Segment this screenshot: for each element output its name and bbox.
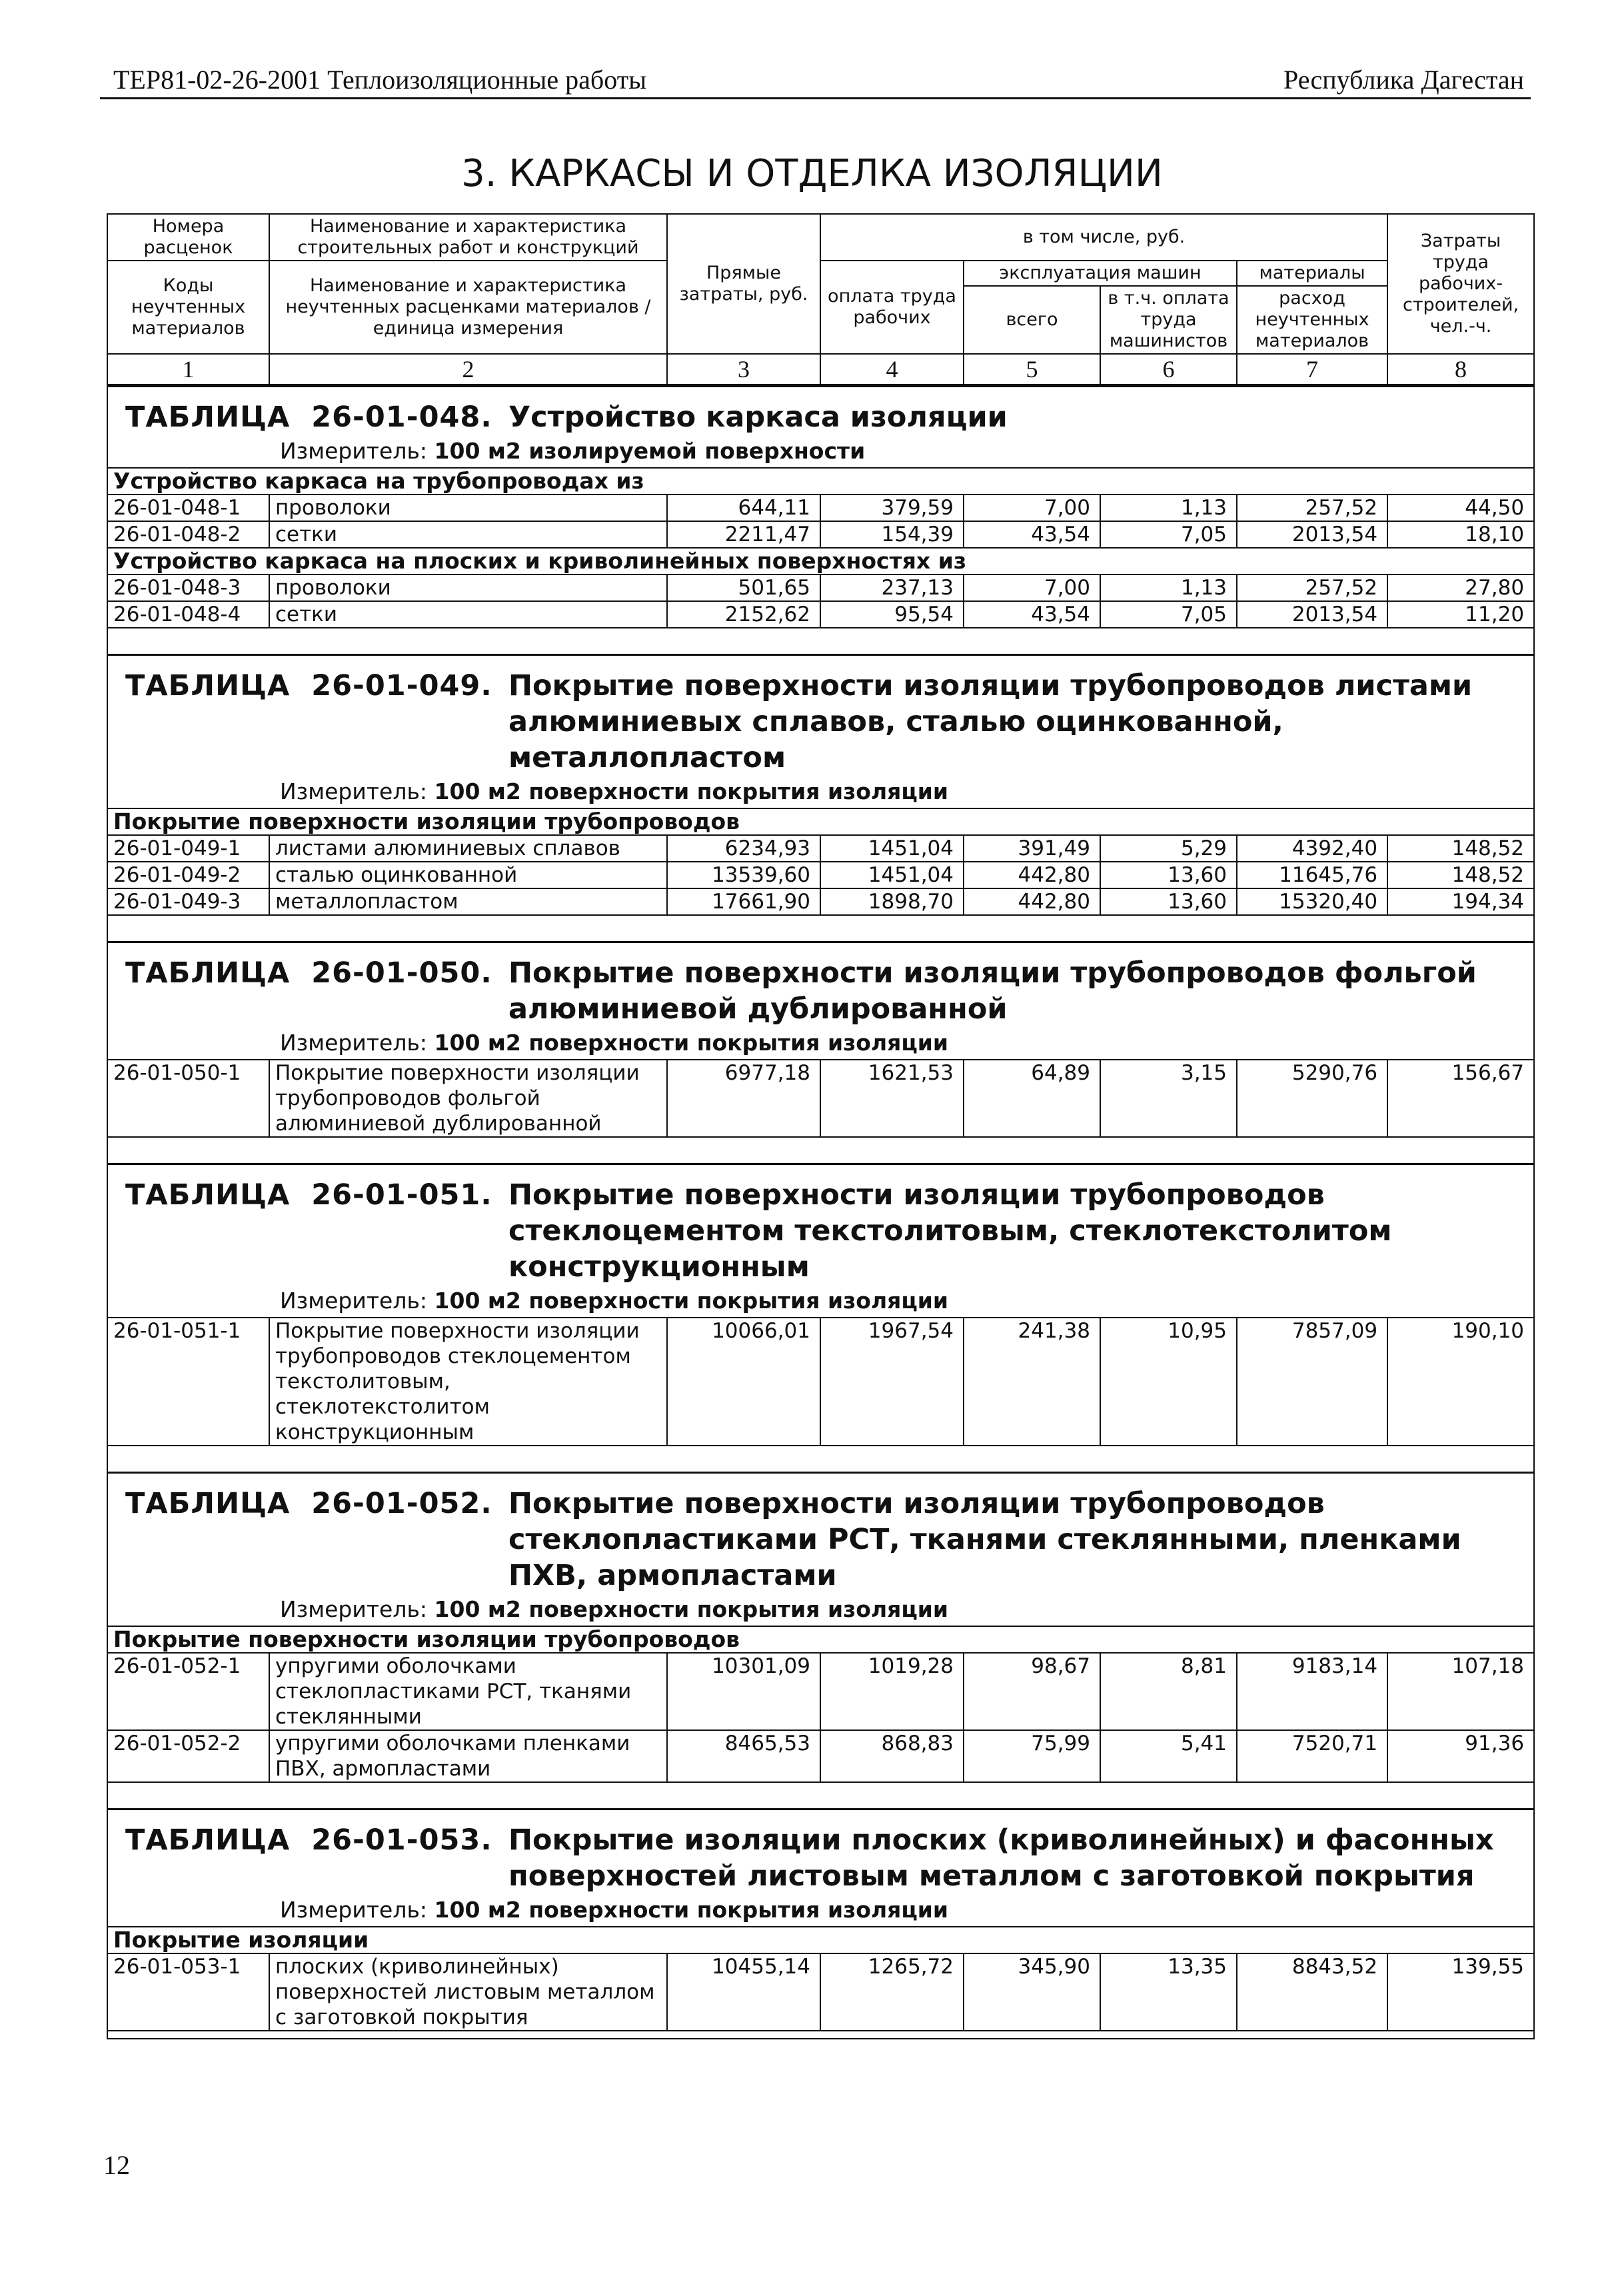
- materials-costs: 7520,71: [1237, 1730, 1387, 1782]
- materials-costs: 5290,76: [1237, 1060, 1387, 1137]
- table-number: ТАБЛИЦА 26-01-051.: [125, 1178, 492, 1212]
- rate-code: 26-01-048-1: [107, 495, 269, 521]
- direct-costs: 13539,60: [667, 862, 820, 888]
- table-title-row: [107, 655, 1534, 809]
- labor-pay: 1967,54: [820, 1318, 964, 1446]
- unit-label: Измеритель:: [280, 1288, 428, 1314]
- table-title: [113, 1474, 1528, 1594]
- direct-costs: 10066,01: [667, 1318, 820, 1446]
- col-header-labor-pay: оплата труда рабочих: [820, 261, 964, 354]
- machines-total: 391,49: [964, 835, 1100, 862]
- col-number: 6: [1100, 354, 1237, 386]
- table-row: [107, 888, 1534, 915]
- table-title-text: Покрытие поверхности изоляции трубопроводов стеклоцементом текстолитовым, стеклотекстолитом конструкционным: [508, 1178, 1392, 1284]
- machines-total: 7,00: [964, 574, 1100, 601]
- table-row: [107, 1953, 1534, 2031]
- labor-pay: 1451,04: [820, 862, 964, 888]
- direct-costs: 8465,53: [667, 1730, 820, 1782]
- materials-costs: 2013,54: [1237, 521, 1387, 548]
- header-region: Республика Дагестан: [1283, 65, 1524, 95]
- work-name: сетки: [269, 601, 667, 628]
- unit-value: 100 м2 изолируемой поверхности: [434, 438, 866, 464]
- rate-code: 26-01-049-3: [107, 888, 269, 915]
- rate-code: 26-01-048-2: [107, 521, 269, 548]
- table-row: [107, 1653, 1534, 1730]
- table-unit: [113, 776, 1528, 808]
- table-title: [113, 387, 1528, 435]
- unit-label: Измеритель:: [280, 1897, 428, 1923]
- col-number: 8: [1387, 354, 1534, 386]
- col-header-codes-top: Номера расценок: [107, 214, 269, 261]
- group-subheading-row: [107, 548, 1534, 574]
- header-document-code: ТЕР81-02-26-2001 Теплоизоляционные работы: [113, 65, 647, 95]
- table-number: ТАБЛИЦА 26-01-050.: [125, 956, 492, 990]
- col-header-including: в том числе, руб.: [820, 214, 1387, 261]
- table-unit: [113, 1594, 1528, 1626]
- table-title: [113, 1810, 1528, 1894]
- labor-pay: 868,83: [820, 1730, 964, 1782]
- labor-hours: 148,52: [1387, 835, 1534, 862]
- col-number: 7: [1237, 354, 1387, 386]
- table-spacer: [107, 915, 1534, 942]
- machines-operators-pay: 7,05: [1100, 601, 1237, 628]
- direct-costs: 6234,93: [667, 835, 820, 862]
- machines-operators-pay: 1,13: [1100, 495, 1237, 521]
- machines-operators-pay: 13,60: [1100, 888, 1237, 915]
- work-name: сетки: [269, 521, 667, 548]
- labor-hours: 148,52: [1387, 862, 1534, 888]
- machines-total: 345,90: [964, 1953, 1100, 2031]
- labor-pay: 95,54: [820, 601, 964, 628]
- machines-total: 442,80: [964, 862, 1100, 888]
- col-header-labor-costs: Затраты труда рабочих-строителей, чел.-ч.: [1387, 214, 1534, 354]
- materials-costs: 257,52: [1237, 574, 1387, 601]
- machines-total: 75,99: [964, 1730, 1100, 1782]
- col-number: 3: [667, 354, 820, 386]
- materials-costs: 257,52: [1237, 495, 1387, 521]
- work-name: плоских (криволинейных) поверхностей листовым металлом с заготовкой покрытия: [269, 1953, 667, 2031]
- table-number: ТАБЛИЦА 26-01-052.: [125, 1487, 492, 1520]
- table-row: [107, 521, 1534, 548]
- table-title-row: [107, 1164, 1534, 1318]
- labor-hours: 139,55: [1387, 1953, 1534, 2031]
- group-subheading: Устройство каркаса на трубопроводах из: [107, 468, 1534, 495]
- table-spacer: [107, 1446, 1534, 1473]
- col-header-codes-bottom: Коды неучтенных материалов: [107, 261, 269, 354]
- rate-code: 26-01-050-1: [107, 1060, 269, 1137]
- table-row: [107, 835, 1534, 862]
- machines-total: 241,38: [964, 1318, 1100, 1446]
- col-number: 5: [964, 354, 1100, 386]
- rate-code: 26-01-052-2: [107, 1730, 269, 1782]
- machines-total: 7,00: [964, 495, 1100, 521]
- direct-costs: 2152,62: [667, 601, 820, 628]
- rate-code: 26-01-049-1: [107, 835, 269, 862]
- direct-costs: 17661,90: [667, 888, 820, 915]
- table-row: [107, 1060, 1534, 1137]
- labor-pay: 1898,70: [820, 888, 964, 915]
- unit-label: Измеритель:: [280, 438, 428, 464]
- table-number: ТАБЛИЦА 26-01-049.: [125, 669, 492, 702]
- machines-total: 43,54: [964, 601, 1100, 628]
- table-row: [107, 495, 1534, 521]
- table-title-row: [107, 386, 1534, 469]
- materials-costs: 15320,40: [1237, 888, 1387, 915]
- col-header-materials: материалы: [1237, 261, 1387, 286]
- machines-operators-pay: 1,13: [1100, 574, 1237, 601]
- group-subheading-row: [107, 808, 1534, 835]
- rate-code: 26-01-048-4: [107, 601, 269, 628]
- col-header-direct-costs: Прямые затраты, руб.: [667, 214, 820, 354]
- labor-pay: 237,13: [820, 574, 964, 601]
- materials-costs: 9183,14: [1237, 1653, 1387, 1730]
- table-title-text: Покрытие поверхности изоляции трубопроводов листами алюминиевых сплавов, сталью оцинкованной, металлопластом: [508, 669, 1473, 774]
- work-name: металлопластом: [269, 888, 667, 915]
- work-name: Покрытие поверхности изоляции трубопроводов фольгой алюминиевой дублированной: [269, 1060, 667, 1137]
- labor-hours: 11,20: [1387, 601, 1534, 628]
- labor-pay: 1019,28: [820, 1653, 964, 1730]
- rates-table: [107, 213, 1535, 2039]
- table-title-text: Покрытие поверхности изоляции трубопроводов фольгой алюминиевой дублированной: [508, 956, 1477, 1026]
- table-title-row: [107, 942, 1534, 1060]
- machines-operators-pay: 8,81: [1100, 1653, 1237, 1730]
- unit-label: Измеритель:: [280, 1596, 428, 1622]
- table-title: [113, 1165, 1528, 1285]
- table-row: [107, 574, 1534, 601]
- group-subheading-row: [107, 468, 1534, 495]
- col-header-materials-unaccounted: расход неучтенных материалов: [1237, 286, 1387, 354]
- labor-pay: 1451,04: [820, 835, 964, 862]
- table-row: [107, 1318, 1534, 1446]
- col-number: 4: [820, 354, 964, 386]
- table-row: [107, 862, 1534, 888]
- unit-value: 100 м2 поверхности покрытия изоляции: [434, 1596, 949, 1622]
- labor-hours: 156,67: [1387, 1060, 1534, 1137]
- unit-value: 100 м2 поверхности покрытия изоляции: [434, 1288, 949, 1314]
- work-name: упругими оболочками пленками ПВХ, армопластами: [269, 1730, 667, 1782]
- machines-total: 43,54: [964, 521, 1100, 548]
- section-title: 3. КАРКАСЫ И ОТДЕЛКА ИЗОЛЯЦИИ: [461, 152, 1163, 195]
- rate-code: 26-01-049-2: [107, 862, 269, 888]
- labor-hours: 27,80: [1387, 574, 1534, 601]
- direct-costs: 10301,09: [667, 1653, 820, 1730]
- table-row: [107, 601, 1534, 628]
- table-title-row: [107, 1809, 1534, 1927]
- labor-hours: 194,34: [1387, 888, 1534, 915]
- labor-pay: 379,59: [820, 495, 964, 521]
- group-subheading: Покрытие изоляции: [107, 1927, 1534, 1953]
- direct-costs: 2211,47: [667, 521, 820, 548]
- rate-code: 26-01-051-1: [107, 1318, 269, 1446]
- machines-operators-pay: 13,60: [1100, 862, 1237, 888]
- machines-total: 442,80: [964, 888, 1100, 915]
- materials-costs: 4392,40: [1237, 835, 1387, 862]
- work-name: Покрытие поверхности изоляции трубопроводов стеклоцементом текстолитовым, стеклотекстолитом конструкционным: [269, 1318, 667, 1446]
- table-spacer: [107, 1782, 1534, 1809]
- table-number: ТАБЛИЦА 26-01-048.: [125, 401, 492, 434]
- machines-operators-pay: 13,35: [1100, 1953, 1237, 2031]
- work-name: упругими оболочками стеклопластиками РСТ, тканями стеклянными: [269, 1653, 667, 1730]
- work-name: листами алюминиевых сплавов: [269, 835, 667, 862]
- machines-total: 64,89: [964, 1060, 1100, 1137]
- col-number: 1: [107, 354, 269, 386]
- labor-pay: 1265,72: [820, 1953, 964, 2031]
- group-subheading-row: [107, 1927, 1534, 1953]
- rate-code: 26-01-053-1: [107, 1953, 269, 2031]
- direct-costs: 6977,18: [667, 1060, 820, 1137]
- col-header-name-top: Наименование и характеристика строительных работ и конструкций: [269, 214, 667, 261]
- col-header-machines-total: всего: [964, 286, 1100, 354]
- table-number: ТАБЛИЦА 26-01-053.: [125, 1823, 492, 1857]
- group-subheading-row: [107, 1626, 1534, 1653]
- materials-costs: 2013,54: [1237, 601, 1387, 628]
- machines-operators-pay: 5,29: [1100, 835, 1237, 862]
- unit-label: Измеритель:: [280, 1030, 428, 1056]
- table-unit: [113, 435, 1528, 467]
- labor-pay: 1621,53: [820, 1060, 964, 1137]
- labor-hours: 91,36: [1387, 1730, 1534, 1782]
- table-spacer: [107, 628, 1534, 655]
- col-header-name-bottom: Наименование и характеристика неучтенных расценками материалов / единица измерения: [269, 261, 667, 354]
- group-subheading: Покрытие поверхности изоляции трубопроводов: [107, 1626, 1534, 1653]
- work-name: проволоки: [269, 495, 667, 521]
- unit-value: 100 м2 поверхности покрытия изоляции: [434, 1897, 949, 1923]
- table-title: [113, 656, 1528, 776]
- table-unit: [113, 1285, 1528, 1317]
- machines-operators-pay: 7,05: [1100, 521, 1237, 548]
- machines-operators-pay: 10,95: [1100, 1318, 1237, 1446]
- running-header: [100, 57, 1531, 99]
- work-name: сталью оцинкованной: [269, 862, 667, 888]
- unit-value: 100 м2 поверхности покрытия изоляции: [434, 1030, 949, 1056]
- col-header-machines: эксплуатация машин: [964, 261, 1237, 286]
- labor-pay: 154,39: [820, 521, 964, 548]
- col-number: 2: [269, 354, 667, 386]
- materials-costs: 7857,09: [1237, 1318, 1387, 1446]
- rate-code: 26-01-052-1: [107, 1653, 269, 1730]
- table-title-text: Устройство каркаса изоляции: [508, 401, 1008, 434]
- machines-operators-pay: 5,41: [1100, 1730, 1237, 1782]
- labor-hours: 190,10: [1387, 1318, 1534, 1446]
- unit-value: 100 м2 поверхности покрытия изоляции: [434, 778, 949, 804]
- labor-hours: 44,50: [1387, 495, 1534, 521]
- rate-code: 26-01-048-3: [107, 574, 269, 601]
- table-title: [113, 943, 1528, 1027]
- table-spacer: [107, 1137, 1534, 1164]
- col-header-machines-operators: в т.ч. оплата труда машинистов: [1100, 286, 1237, 354]
- table-spacer: [107, 2031, 1534, 2039]
- rates-table-container: [107, 213, 1533, 2039]
- group-subheading: Покрытие поверхности изоляции трубопроводов: [107, 808, 1534, 835]
- direct-costs: 10455,14: [667, 1953, 820, 2031]
- materials-costs: 8843,52: [1237, 1953, 1387, 2031]
- machines-total: 98,67: [964, 1653, 1100, 1730]
- labor-hours: 18,10: [1387, 521, 1534, 548]
- table-unit: [113, 1894, 1528, 1926]
- direct-costs: 644,11: [667, 495, 820, 521]
- page-number: 12: [103, 2150, 130, 2180]
- labor-hours: 107,18: [1387, 1653, 1534, 1730]
- table-row: [107, 1730, 1534, 1782]
- table-title-row: [107, 1473, 1534, 1627]
- group-subheading: Устройство каркаса на плоских и криволинейных поверхностях из: [107, 548, 1534, 574]
- work-name: проволоки: [269, 574, 667, 601]
- table-unit: [113, 1027, 1528, 1059]
- machines-operators-pay: 3,15: [1100, 1060, 1237, 1137]
- table-title-text: Покрытие поверхности изоляции трубопроводов стеклопластиками РСТ, тканями стеклянными, пленками ПХВ, армопластами: [508, 1487, 1461, 1592]
- materials-costs: 11645,76: [1237, 862, 1387, 888]
- table-title-text: Покрытие изоляции плоских (криволинейных) и фасонных поверхностей листовым металлом с заготовкой покрытия: [508, 1823, 1494, 1893]
- direct-costs: 501,65: [667, 574, 820, 601]
- unit-label: Измеритель:: [280, 778, 428, 804]
